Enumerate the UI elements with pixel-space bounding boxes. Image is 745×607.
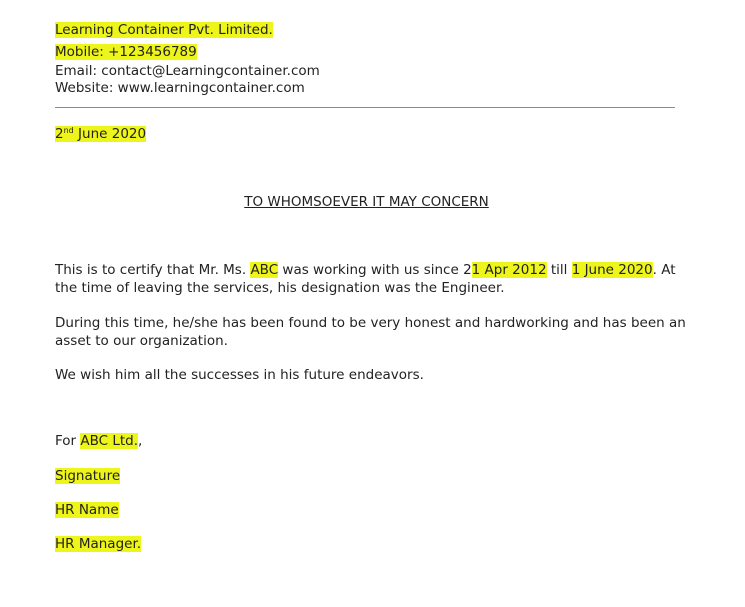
letter-date <box>55 126 146 143</box>
date-suffix: nd <box>63 126 74 135</box>
hr-manager-line <box>55 536 141 553</box>
date-day: 2 <box>55 126 64 142</box>
signature-text: Signature <box>55 468 121 484</box>
p1-text-3: till <box>546 262 572 278</box>
organization-name: ABC Ltd. <box>80 433 139 449</box>
header-divider <box>55 107 675 108</box>
company-name <box>55 22 273 39</box>
paragraph-conduct: During this time, he/she has been found to be very honest and hardworking and has been an asset to our organization. <box>55 315 686 349</box>
hr-name-text: HR Name <box>55 502 119 518</box>
letter-date-text <box>55 126 146 142</box>
closing-for <box>55 433 142 450</box>
end-date: 1 June 2020 <box>571 262 653 278</box>
company-name-text: Learning Container Pvt. Limited. <box>55 22 273 38</box>
paragraph-certification <box>55 261 695 297</box>
mobile-line <box>55 44 197 61</box>
signature-line <box>55 468 120 485</box>
p1-text-2: was working with us since 2 <box>278 262 472 278</box>
paragraph-wishes: We wish him all the successes in his future endeavors. <box>55 367 424 383</box>
date-rest: June 2020 <box>73 126 147 142</box>
for-suffix: , <box>138 433 143 449</box>
email-line: Email: contact@Learningcontainer.com <box>55 63 320 79</box>
for-prefix: For <box>55 433 81 449</box>
p1-text-4: . At the time of leaving the services, his designation was the Engineer. <box>55 262 676 296</box>
hr-manager-text: HR Manager. <box>55 536 142 552</box>
letter-subject: TO WHOMSOEVER IT MAY CONCERN <box>244 194 489 210</box>
website-line: Website: www.learningcontainer.com <box>55 80 305 96</box>
mobile-text: Mobile: +123456789 <box>55 44 197 60</box>
hr-name-line <box>55 502 119 519</box>
p1-text-1: This is to certify that Mr. Ms. <box>55 262 251 278</box>
employee-name: ABC <box>250 262 279 278</box>
start-date: 1 Apr 2012 <box>471 262 547 278</box>
